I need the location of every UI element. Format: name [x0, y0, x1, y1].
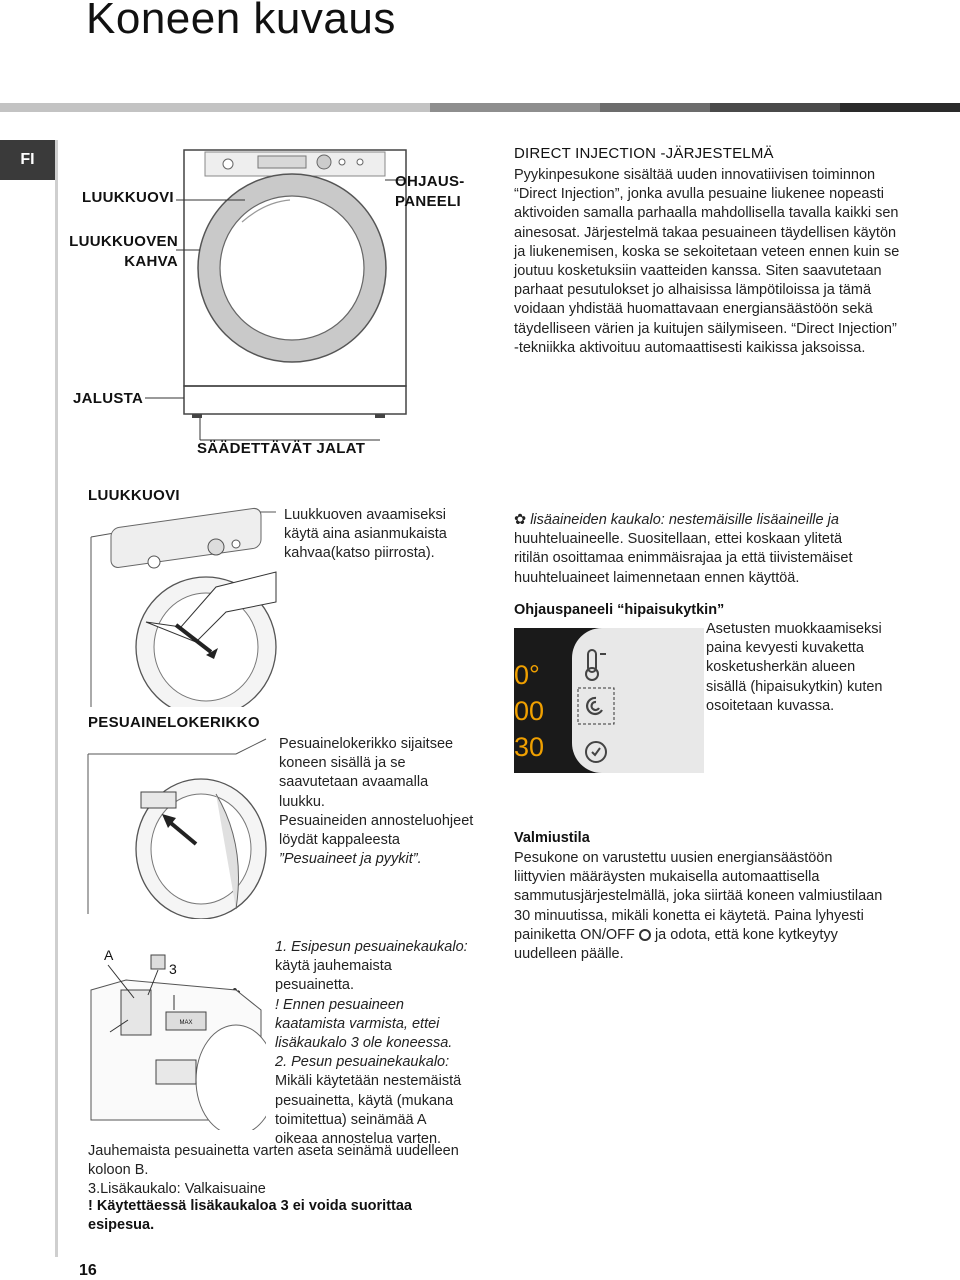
label-panel-1: OHJAUS- — [395, 173, 465, 190]
label-panel-2: PANEELI — [395, 193, 461, 210]
touch-panel-heading: Ohjauspaneeli “hipaisukytkin” — [514, 602, 725, 618]
door-heading: LUUKKUOVI — [88, 487, 180, 504]
label-feet: SÄÄDETTÄVÄT JALAT — [197, 440, 366, 457]
touch-panel-illustration — [514, 628, 704, 773]
softener-text: ✿ lisäaineiden kaukalo: nestemäisille lisäaineille ja huuhteluaineelle. Suositellaan, ettei koskaan ylitetä ritilän osoittamaa enimmäisrajaa ja että tiivistemäiset huuhteluaineet laimennetaan ennen käyttöä. — [514, 512, 853, 586]
touch-area-highlight — [578, 688, 614, 724]
touch-panel-text: Asetusten muokkaamiseksi paina kevyesti kuvaketta kosketusherkän alueen sisällä (hipaisukytkin) kuten osoitetaan kuvassa. — [706, 621, 883, 714]
header-bar — [0, 103, 960, 112]
label-handle-1: LUUKKUOVEN — [69, 233, 178, 250]
drawer-location-illustration — [86, 734, 271, 919]
compartments-warning: ! Käytettäessä lisäkaukaloa 3 ei voida suorittaa esipesua. — [88, 1198, 412, 1233]
margin-line — [55, 140, 58, 1257]
spin-icon — [587, 698, 602, 714]
language-tab: FI — [0, 140, 55, 180]
drawer-compartments-illustration — [86, 940, 266, 1130]
thermometer-icon — [586, 650, 606, 680]
direct-injection-heading: DIRECT INJECTION -JÄRJESTELMÄ — [514, 145, 774, 162]
label-a: A — [104, 947, 114, 963]
power-icon — [639, 929, 651, 941]
label-base: JALUSTA — [73, 390, 144, 407]
label-handle-2: KAHVA — [124, 253, 178, 270]
softener-flower-icon: ✿ — [514, 512, 531, 528]
label-3: 3 — [169, 961, 177, 977]
page-number: 16 — [79, 1262, 97, 1279]
standby-heading: Valmiustila — [514, 830, 590, 846]
door-opening-illustration — [86, 507, 281, 707]
standby-text: Pesukone on varustettu uusien energiansäästöön liittyvien määräysten mukaisella automaattisella sammutusjärjestelmällä, joka siirtää koneen valmiustilaan 30 minuutissa, mikäli konetta ei käytetä. Paina lyhyesti painiketta ON/OFF ja odota, että kone kytkeytyy uudelleen päälle. — [514, 850, 883, 963]
compartments-text: 1. Esipesun pesuainekaukalo: käytä jauhemaista pesuainetta. ! Ennen pesuaineen kaatamista varmista, ettei lisäkaukalo 3 ole koneessa. 2. Pesun pesuainekaukalo: Mikäli käytetään nestemäistä pesuainetta, käytä (mukana toimitettua) seinämää A oikeaa annostelua varten. — [275, 939, 468, 1148]
door-text: Luukkuoven avaamiseksi käytä aina asianmukaista kahvaa(katso piirrosta). — [284, 507, 447, 562]
timer-icon — [586, 742, 606, 762]
drawer-heading: PESUAINELOKERIKKO — [88, 714, 260, 731]
compartments-bottom-text: Jauhemaista pesuainetta varten aseta seinämä uudelleen koloon B. 3.Lisäkaukalo: Valkaisuaine — [88, 1143, 459, 1198]
label-door: LUUKKUOVI — [82, 189, 174, 206]
touch-panel-text-last: osoitetaan kuvassa. — [706, 697, 835, 714]
direct-injection-text: Pyykinpesukone sisältää uuden innovatiivisen toiminnon “Direct Injection”, jonka avulla pesuaine liukenee nopeasti aktivoiden samalla parhaalla mahdollisella tavalla kaikki sen ainesosat. Järjestelmä takaa pesuaineen täydellisen käytön ja liukenemisen, koska se sekoitetaan veteen ennen kuin se joutuu kosketuksiin vaatteiden kanssa. Siten saavutetaan parhaat pesutulokset jo alhaisissa lämpötiloissa ja tämä voidaan yhdistää huomattavaan energiansäästöön sekä täydelliseen värien ja kuitujen säilymiseen. “Direct Injection” -tekniikka aktivoituu automaattisesti kaikissa jaksoissa. — [514, 167, 900, 356]
max-label: MAX — [179, 1020, 193, 1026]
drawer-text: Pesuainelokerikko sijaitsee koneen sisällä ja se saavutetaan avaamalla luukku. Pesuaineiden annosteluohjeet löydät kappaleesta ”Pesuaineet ja pyykit”. — [279, 736, 474, 868]
page-title: Koneen kuvaus — [86, 0, 396, 43]
panel-display: 0° 00 30 — [514, 660, 545, 762]
